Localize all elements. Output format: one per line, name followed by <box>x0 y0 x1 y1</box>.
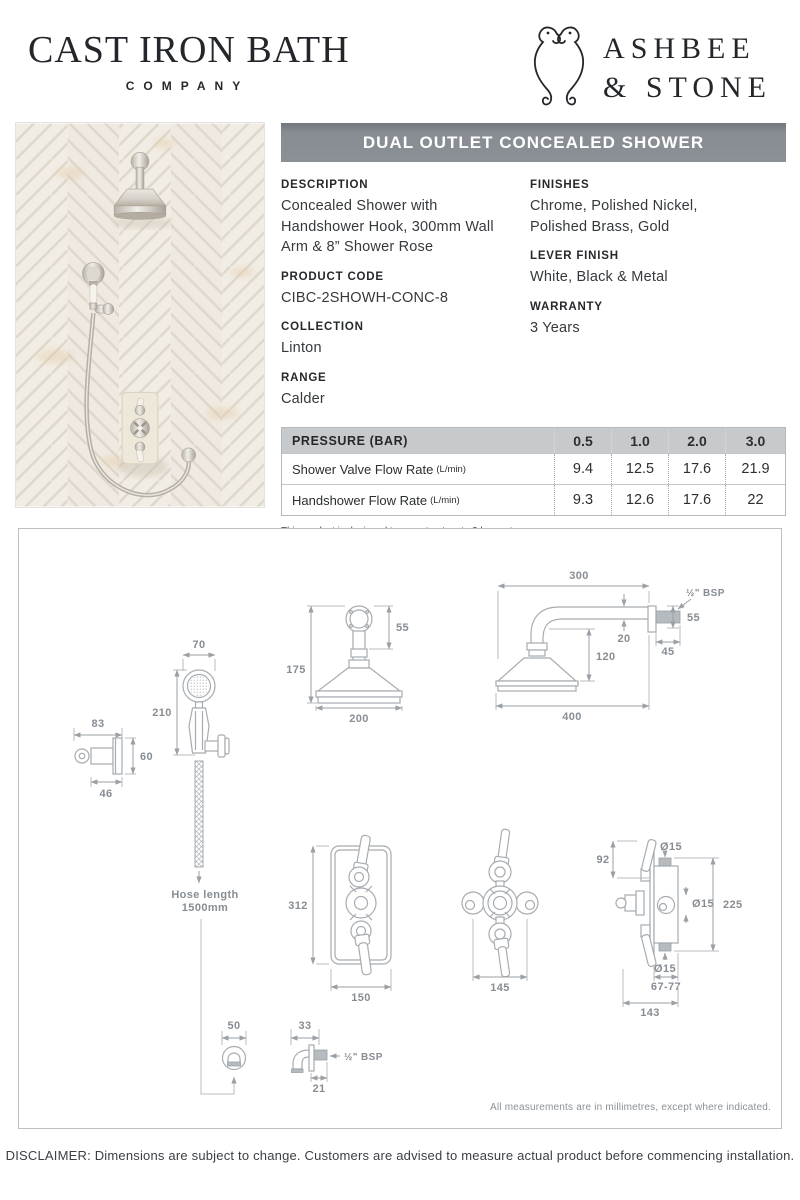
dim-valve-side-top-pipe: Ø15 <box>660 841 682 853</box>
field-value: Linton <box>281 340 322 357</box>
dim-elbow-thread: ½" BSP <box>344 1052 383 1063</box>
brand-right-name <box>603 29 772 107</box>
product-photo <box>15 122 265 508</box>
dim-valve-side-total: 143 <box>640 1007 660 1019</box>
brand-right-line2: & STONE <box>603 70 772 104</box>
dim-valve-side-mid-pipe: Ø15 <box>692 898 714 910</box>
photo-valve <box>122 392 158 463</box>
pressure-header-col: 3.0 <box>725 428 785 453</box>
table-row-handshower <box>282 484 785 515</box>
seahorse-logo-icon <box>527 22 591 113</box>
field-value: White, Black & Metal <box>530 269 668 286</box>
row-label-unit: (L/min) <box>436 463 466 475</box>
cell-value: 12.6 <box>611 485 668 515</box>
field-label: RANGE <box>281 371 327 384</box>
field-product-code <box>281 271 530 309</box>
pressure-header-col: 2.0 <box>668 428 725 453</box>
measurements-note: All measurements are in millimetres, except where indicated. <box>490 1102 771 1113</box>
dim-arm-reach: 400 <box>562 711 582 723</box>
dim-rose-diameter: 200 <box>349 713 369 725</box>
field-label: PRODUCT CODE <box>281 270 384 283</box>
field-label: FINISHES <box>530 179 590 191</box>
field-value: 3 Years <box>530 319 580 336</box>
pressure-header-col: 1.0 <box>611 428 668 453</box>
brand-ashbee-stone <box>527 22 772 113</box>
field-warranty <box>530 301 786 339</box>
field-description <box>281 179 530 258</box>
field-value: Chrome, Polished Nickel, Polished Brass, Gold <box>530 198 698 235</box>
dim-arm-stub: 45 <box>661 646 675 658</box>
dim-arm-pipe: 20 <box>617 633 631 645</box>
dim-handshower-width: 70 <box>192 639 206 651</box>
dim-bracket-width: 83 <box>91 718 105 730</box>
cell-value: 9.3 <box>554 485 611 515</box>
product-title-bar <box>281 123 786 162</box>
drawing-outlet-elbow <box>291 1020 383 1095</box>
dim-elbow-stub: 21 <box>312 1083 326 1095</box>
dim-valve-width: 150 <box>351 992 371 1004</box>
field-lever-finish <box>530 250 786 288</box>
hose-length-label-2: 1500mm <box>181 902 229 914</box>
drawing-valve-front <box>288 834 391 1004</box>
drawing-valve-exposed <box>462 828 538 994</box>
product-details <box>281 123 786 555</box>
dim-valve-height: 312 <box>288 900 308 912</box>
cell-value: 17.6 <box>668 485 725 515</box>
dim-bracket-depth: 46 <box>99 788 113 800</box>
dim-rose-height: 175 <box>286 664 306 676</box>
dim-outlet-diameter: 50 <box>227 1020 241 1032</box>
dim-valve-exposed-width: 145 <box>490 982 510 994</box>
brand-subtitle: COMPANY <box>125 79 250 93</box>
table-row-shower-valve <box>282 453 785 484</box>
dim-handshower-length: 210 <box>152 707 172 719</box>
row-label <box>282 485 554 515</box>
cell-value: 22 <box>725 485 785 515</box>
dim-arm-projection: 300 <box>569 570 589 582</box>
drawing-wall-bracket <box>74 718 153 800</box>
dim-valve-side-depth: 67-77 <box>650 981 682 993</box>
photo-outlet <box>182 448 196 462</box>
dim-valve-side-height: 225 <box>723 899 743 911</box>
hose-length-label-1: Hose length <box>171 889 239 901</box>
drawing-rose-arm-side <box>496 570 725 723</box>
drawing-rose-front <box>286 606 409 725</box>
pressure-header-col: 0.5 <box>554 428 611 453</box>
row-label <box>282 454 554 484</box>
details-column-left <box>281 179 530 422</box>
brand-name: CAST IRON BATH <box>28 29 350 71</box>
field-label: WARRANTY <box>530 300 603 313</box>
technical-drawings <box>18 528 782 1129</box>
row-label-unit: (L/min) <box>430 494 460 506</box>
field-collection <box>281 321 530 359</box>
dim-valve-side-lever: 92 <box>596 854 610 866</box>
brand-right-line1: ASHBEE <box>603 31 756 65</box>
pressure-table <box>281 427 786 516</box>
field-finishes <box>530 179 786 237</box>
dim-arm-flange: 55 <box>687 612 701 624</box>
drawing-outlet-front <box>222 1020 246 1070</box>
dim-arm-thread: ½" BSP <box>686 588 725 599</box>
pressure-table-header <box>282 428 785 453</box>
dim-arm-drop: 120 <box>596 651 616 663</box>
product-title: DUAL OUTLET CONCEALED SHOWER <box>362 132 705 152</box>
cell-value: 21.9 <box>725 454 785 484</box>
dim-elbow-width: 33 <box>298 1020 312 1032</box>
field-value: Concealed Shower with Handshower Hook, 300mm Wall Arm & 8” Shower Rose <box>281 198 494 256</box>
field-label: DESCRIPTION <box>281 179 369 191</box>
pressure-header-label: PRESSURE (BAR) <box>292 433 409 448</box>
brand-cast-iron-bath <box>28 28 350 93</box>
dim-bracket-height: 60 <box>140 751 154 763</box>
dim-valve-side-bottom-pipe: Ø15 <box>654 963 676 975</box>
cell-value: 9.4 <box>554 454 611 484</box>
dim-rose-arm: 55 <box>396 622 410 634</box>
row-label-text: Shower Valve Flow Rate <box>292 461 434 477</box>
drawing-valve-side <box>596 839 742 1019</box>
field-value: CIBC-2SHOWH-CONC-8 <box>281 289 449 306</box>
cell-value: 12.5 <box>611 454 668 484</box>
field-label: COLLECTION <box>281 321 364 334</box>
field-range <box>281 372 530 410</box>
field-label: LEVER FINISH <box>530 250 619 263</box>
row-label-text: Handshower Flow Rate <box>292 492 428 508</box>
cell-value: 17.6 <box>668 454 725 484</box>
field-value: Calder <box>281 390 325 407</box>
drawing-handshower <box>152 639 241 1094</box>
details-column-right <box>530 179 786 422</box>
disclaimer: DISCLAIMER: Dimensions are subject to change. Customers are advised to measure actual product before commencing installation. <box>5 1148 795 1163</box>
